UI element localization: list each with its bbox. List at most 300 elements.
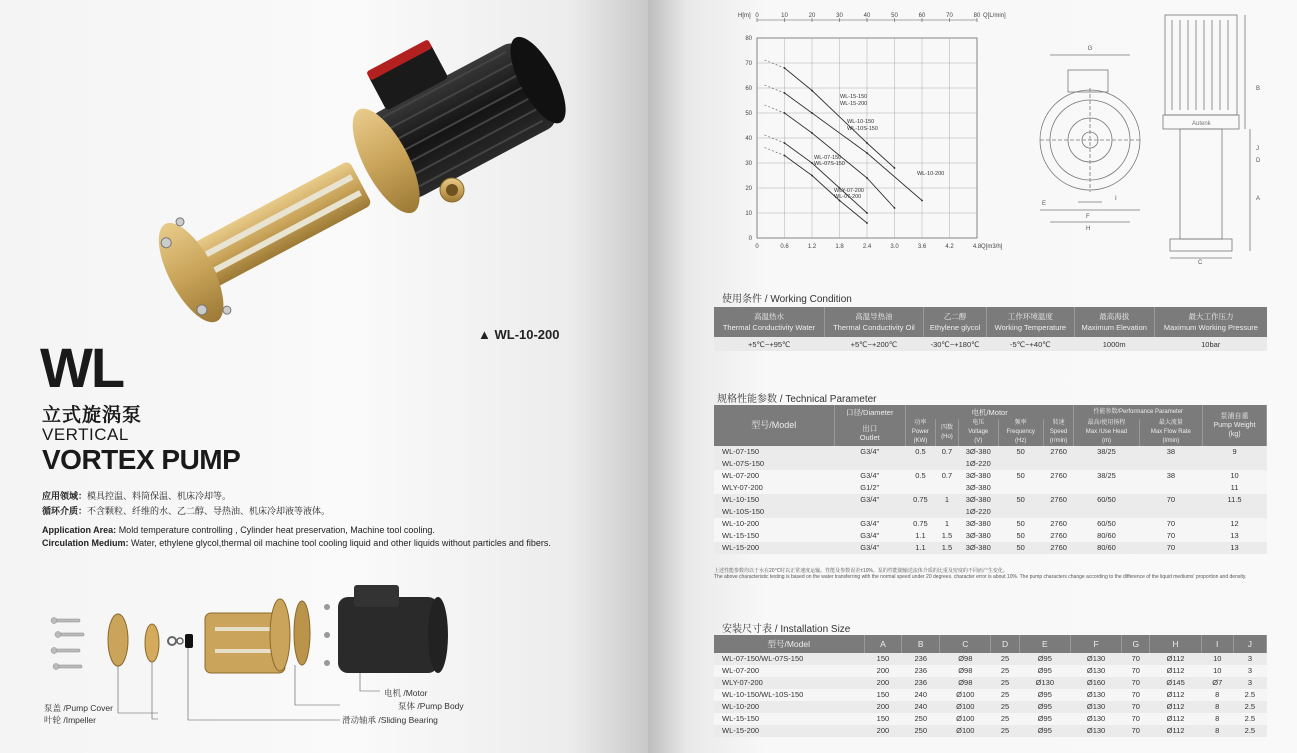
tech-cell-outlet: G3/4" [834,530,905,542]
install-cell: 25 [991,713,1019,725]
dim-label-d: D [1256,158,1261,164]
product-title-cn: 立式旋涡泵 [42,405,143,426]
product-title: VORTEX PUMP [42,444,241,475]
tech-header-model: 型号/Model [714,405,834,446]
application-area-en-label: Application Area: [42,525,117,535]
table-row [714,701,1267,713]
install-cell: Ø112 [1150,653,1201,665]
series-title: WL [40,336,124,399]
table-row [714,494,1267,506]
install-cell: Ø100 [940,725,991,737]
tech-cell-outlet: G3/4" [834,518,905,530]
install-cell: WL-10-200 [714,701,864,713]
wc-value: 1000m [1074,337,1154,351]
label-impeller: 叶轮 /Impeller [44,715,96,725]
series-label: WL-15-200 [840,101,868,107]
tech-header-motor: 电机/Motor [905,405,1073,419]
wc-header-water: 高温热水 Thermal Conductivity Water [714,307,824,337]
dim-label-a: A [1256,196,1261,202]
x2-tick-label: 80 [973,13,981,19]
tech-cell-speed: 2760 [1043,542,1073,554]
tech-cell-freq: 50 [998,542,1043,554]
tech-header-diameter: 口径/Diameter [834,405,905,419]
tech-header-head: 最高/使用扬程 Max /Use Head (m) [1074,419,1139,446]
tech-cell-pole [935,482,958,494]
tech-cell-head [1074,506,1139,518]
tech-cell-speed [1043,506,1073,518]
x-tick-label: 1.2 [807,244,817,250]
wc-header-pressure: 最大工作压力 Maximum Working Pressure [1154,307,1267,337]
application-area-en [42,524,552,536]
tech-cell-weight: 13 [1203,542,1267,554]
tech-cell-flow: 38 [1139,446,1202,458]
tech-cell-model: WL-07-200 [714,470,834,482]
table-row [714,446,1267,458]
y-axis-label: H[m] [738,13,751,19]
model-caption: ▲ WL-10-200 [478,327,560,342]
install-cell: Ø95 [1019,701,1070,713]
tech-cell-outlet: G3/4" [834,446,905,458]
tech-cell-flow: 38 [1139,470,1202,482]
application-area-cn-label: 应用领域： [42,491,88,501]
tech-cell-model: WL-07S-150 [714,458,834,470]
tech-cell-flow: 70 [1139,530,1202,542]
install-header-cell: A [864,635,902,653]
x-tick-label: 4.8 [972,244,982,250]
tech-header-pole: 四数 (Ho) [935,419,958,446]
dim-label-b: B [1256,86,1261,92]
x2-tick-label: 40 [863,13,871,19]
tech-header-row-1 [714,405,1267,419]
wc-value: +5℃~+95℃ [714,337,824,351]
technical-parameter-table [714,405,1267,554]
series-point [866,212,868,214]
series-extension [765,60,785,68]
tech-cell-power: 0.5 [905,470,935,482]
series-label: WL-10-200 [917,171,945,177]
tech-cell-pole: 0.7 [935,470,958,482]
tech-cell-model: WL-10-200 [714,518,834,530]
series-line [785,93,923,201]
wc-header-oil: 高温导热油 Thermal Conductivity Oil [824,307,923,337]
tech-cell-outlet: G3/4" [834,542,905,554]
wc-value: 10bar [1154,337,1267,351]
series-point [894,207,896,209]
install-cell: 150 [864,713,902,725]
tech-cell-power [905,482,935,494]
y-tick-label: 80 [745,36,752,42]
series-point [894,167,896,169]
install-cell: 70 [1122,725,1150,737]
tech-cell-pole: 1 [935,494,958,506]
tech-cell-voltage: 3Ø-380 [959,530,998,542]
install-cell: Ø95 [1019,713,1070,725]
dim-label-j: J [1256,146,1259,152]
drawing-brand: Autenk [1192,121,1211,127]
tech-cell-outlet [834,458,905,470]
series-point [784,92,786,94]
install-cell: 240 [902,701,940,713]
tech-cell-voltage: 3Ø-380 [959,518,998,530]
circulation-medium-en-label: Circulation Medium: [42,538,129,548]
table-row [714,518,1267,530]
series-point [866,177,868,179]
install-cell: 3 [1233,653,1266,665]
x-tick-label: 3.6 [917,244,927,250]
tech-cell-power: 0.75 [905,518,935,530]
x-tick-label: 1.8 [835,244,844,250]
tech-cell-freq [998,482,1043,494]
working-condition-title: 使用条件 / Working Condition [722,294,852,305]
tech-cell-pole [935,458,958,470]
performance-chart [722,10,1042,265]
series-point [866,222,868,224]
install-cell: Ø112 [1150,689,1201,701]
circulation-medium-cn-label: 循环介质： [42,506,88,516]
install-header-cell: G [1122,635,1150,653]
series-point [811,112,813,114]
install-header-cell: E [1019,635,1070,653]
dim-label-e: E [1042,201,1047,207]
install-cell: 25 [991,677,1019,689]
table-row [714,725,1267,737]
install-cell: 200 [864,665,902,677]
tech-header-frequency: 频率 Frequency (Hz) [998,419,1043,446]
install-cell: 3 [1233,665,1266,677]
install-cell: Ø130 [1070,713,1121,725]
install-cell: 2.5 [1233,725,1266,737]
tech-header-speed: 转速 Speed (r/min) [1043,419,1073,446]
y-tick-label: 20 [745,186,752,192]
series-label: WLY-07-200 [834,188,864,194]
install-header-cell: F [1070,635,1121,653]
series-point [811,175,813,177]
tech-cell-flow: 70 [1139,542,1202,554]
install-header-cell: J [1233,635,1266,653]
install-cell: 2.5 [1233,713,1266,725]
label-sliding-bearing: 滑动轴承 /Sliding Bearing [342,715,438,725]
pump-photo [140,30,590,340]
wc-header-glycol: 乙二醇 Ethylene glycol [923,307,986,337]
tech-header-flow: 最大流量 Max Flow Rate (l/min) [1139,419,1202,446]
series-extension [765,105,785,113]
install-cell: Ø112 [1150,725,1201,737]
installation-header-row [714,635,1267,653]
tech-cell-outlet: G1/2" [834,482,905,494]
series-point [784,155,786,157]
tech-cell-voltage: 3Ø-380 [959,446,998,458]
install-cell: Ø100 [940,689,991,701]
tech-header-weight: 泵浦自重 Pump Weight (kg) [1203,405,1267,446]
tech-cell-speed: 2760 [1043,494,1073,506]
series-label: WL-15-150 [840,94,868,100]
install-cell: Ø112 [1150,665,1201,677]
series-label: WL-10S-150 [847,126,878,132]
tech-cell-head: 60/50 [1074,494,1139,506]
tech-cell-flow [1139,506,1202,518]
install-cell: 8 [1201,713,1233,725]
tech-cell-speed: 2760 [1043,446,1073,458]
series-point [811,132,813,134]
x-axis-label: Q[m3/h] [981,244,1003,250]
install-cell: 236 [902,677,940,689]
label-pump-cover: 泵盖 /Pump Cover [44,703,113,713]
wc-value: -5℃~+40℃ [987,337,1074,351]
install-cell: 70 [1122,677,1150,689]
tech-cell-weight: 13 [1203,530,1267,542]
tech-cell-flow [1139,458,1202,470]
tech-cell-weight: 10 [1203,470,1267,482]
install-cell: 70 [1122,701,1150,713]
table-row [714,470,1267,482]
y-tick-label: 10 [745,211,752,217]
y-tick-label: 70 [745,61,752,67]
tech-cell-voltage: 3Ø-380 [959,470,998,482]
table-row [714,665,1267,677]
dimension-drawing [1030,10,1280,265]
tech-cell-freq: 50 [998,518,1043,530]
install-cell: 70 [1122,713,1150,725]
tech-cell-head: 38/25 [1074,470,1139,482]
install-cell: Ø7 [1201,677,1233,689]
dim-label-h: H [1086,226,1091,232]
install-cell: 70 [1122,665,1150,677]
x2-tick-label: 60 [918,13,926,19]
series-point [784,142,786,144]
tech-cell-freq: 50 [998,530,1043,542]
y-tick-label: 60 [745,86,752,92]
tech-cell-freq [998,458,1043,470]
series-line [785,143,868,213]
application-area-cn-text: 模具控温、料筒保温、机床冷却等。 [87,491,232,501]
install-cell: Ø100 [940,701,991,713]
circulation-medium-en [42,537,552,549]
table-row [714,677,1267,689]
tech-cell-power [905,506,935,518]
tech-cell-weight [1203,458,1267,470]
dim-label-g: G [1087,46,1093,52]
tech-cell-power: 0.5 [905,446,935,458]
tech-header-power: 功率 Power (KW) [905,419,935,446]
install-cell: Ø130 [1070,725,1121,737]
y-tick-label: 0 [748,236,752,242]
technical-note-cn: 上述性能参数均以于水在20℃时以正常速度运输。性能及参数误差±10%。泵的性能随输送流体介质的比重及密度的不同而产生变化。 [714,568,1008,574]
working-condition-header-row [714,307,1267,337]
install-header-cell: B [902,635,940,653]
tech-cell-model: WLY-07-200 [714,482,834,494]
tech-cell-model: WL-10-150 [714,494,834,506]
wc-value: +5℃~+200℃ [824,337,923,351]
tech-cell-pole: 1 [935,518,958,530]
table-row [714,713,1267,725]
table-row [714,530,1267,542]
table-row [714,653,1267,665]
series-point [921,200,923,202]
tech-cell-weight [1203,506,1267,518]
tech-cell-weight: 11 [1203,482,1267,494]
tech-cell-freq: 50 [998,470,1043,482]
tech-cell-power: 0.75 [905,494,935,506]
tech-cell-head: 80/60 [1074,530,1139,542]
tech-cell-freq [998,506,1043,518]
install-cell: WL-15-150 [714,713,864,725]
series-point [811,162,813,164]
left-page [0,0,648,753]
technical-parameter-title: 规格性能参数 / Technical Parameter [717,394,877,405]
tech-cell-speed: 2760 [1043,530,1073,542]
tech-cell-head: 60/50 [1074,518,1139,530]
install-cell: Ø130 [1070,665,1121,677]
tech-header-performance: 性能参数/Performance Parameter [1074,405,1203,419]
bolts [51,618,84,670]
tech-cell-speed [1043,482,1073,494]
tech-cell-head [1074,458,1139,470]
install-cell: Ø98 [940,653,991,665]
application-area-en-text: Mold temperature controlling , Cylinder heat preservation, Machine tool cooling. [116,525,435,535]
circulation-medium-cn-text: 不含颗粒、纤维的水、乙二醇、导热油、机床冷却液等液体。 [87,506,331,516]
install-cell: 25 [991,653,1019,665]
x2-tick-label: 70 [946,13,953,19]
technical-note-en: The above characteristic testing is based on the water transferring with the normal speed under 20 degrees. character error is about 10%. The pump characters change according to the difference of the liquid mediums' proportion and density. [714,574,1247,580]
circulation-medium-cn [42,505,552,517]
tech-cell-flow: 70 [1139,518,1202,530]
series-point [784,112,786,114]
tech-cell-pole: 1.5 [935,530,958,542]
y-tick-label: 40 [745,136,752,142]
tech-cell-power: 1.1 [905,542,935,554]
tech-cell-voltage: 3Ø-380 [959,494,998,506]
dim-label-f: F [1086,214,1090,220]
installation-size-title: 安装尺寸表 / Installation Size [722,624,851,635]
install-cell: Ø112 [1150,701,1201,713]
x2-tick-label: 10 [781,13,788,19]
install-cell: Ø112 [1150,713,1201,725]
x-tick-label: 2.4 [862,244,872,250]
tech-header-voltage: 电压 Voltage (V) [959,419,998,446]
y-tick-label: 50 [745,111,752,117]
install-cell: 150 [864,689,902,701]
tech-cell-flow [1139,482,1202,494]
install-cell: WL-15-200 [714,725,864,737]
tech-header-outlet: 出口 Outlet [834,419,905,446]
install-header-cell: I [1201,635,1233,653]
series-extension [765,135,785,143]
install-cell: 250 [902,725,940,737]
install-cell: 236 [902,665,940,677]
install-cell: Ø130 [1070,653,1121,665]
tech-cell-weight: 9 [1203,446,1267,458]
install-cell: 25 [991,665,1019,677]
install-cell: 8 [1201,689,1233,701]
wc-header-temperature: 工作环境温度 Working Temperature [987,307,1074,337]
tech-cell-outlet: G3/4" [834,470,905,482]
tech-cell-voltage: 3Ø-380 [959,482,998,494]
y-tick-label: 30 [745,161,752,167]
install-cell: Ø95 [1019,653,1070,665]
tech-cell-pole: 0.7 [935,446,958,458]
tech-cell-freq: 50 [998,446,1043,458]
wc-header-elevation: 最高海拔 Maximum Elevation [1074,307,1154,337]
install-cell: 70 [1122,653,1150,665]
install-cell: 2.5 [1233,701,1266,713]
tech-cell-voltage: 1Ø-220 [959,506,998,518]
dim-label-c: C [1198,260,1203,265]
product-subtitle: VERTICAL [42,425,129,444]
install-cell: WL-07-150/WL-07S-150 [714,653,864,665]
dim-label-i: I [1115,196,1117,202]
tech-cell-pole [935,506,958,518]
series-point [866,142,868,144]
tech-cell-model: WL-10S-150 [714,506,834,518]
install-cell: Ø160 [1070,677,1121,689]
x-tick-label: 0.6 [780,244,789,250]
tech-cell-speed: 2760 [1043,518,1073,530]
install-cell: 25 [991,701,1019,713]
install-cell: Ø130 [1070,689,1121,701]
install-cell: 150 [864,653,902,665]
x2-tick-label: 0 [755,13,759,19]
tech-cell-model: WL-07-150 [714,446,834,458]
x-tick-label: 3.0 [890,244,899,250]
install-cell: 236 [902,653,940,665]
x-tick-label: 4.2 [945,244,954,250]
install-cell: WL-10-150/WL-10S-150 [714,689,864,701]
tech-cell-model: WL-15-200 [714,542,834,554]
working-condition-values-row [714,337,1267,351]
application-area-cn [42,490,552,502]
tech-cell-speed: 2760 [1043,470,1073,482]
install-cell: 8 [1201,701,1233,713]
install-cell: Ø145 [1150,677,1201,689]
install-cell: 200 [864,677,902,689]
install-cell: 2.5 [1233,689,1266,701]
x2-tick-label: 50 [891,13,898,19]
tech-cell-pole: 1.5 [935,542,958,554]
install-cell: 250 [902,713,940,725]
install-cell: 200 [864,725,902,737]
install-cell: 70 [1122,689,1150,701]
tech-cell-flow: 70 [1139,494,1202,506]
x2-axis-label: Q[L/min] [983,13,1006,19]
table-row [714,689,1267,701]
technical-note [714,568,1274,580]
tech-cell-outlet [834,506,905,518]
series-label: WL-07-200 [834,194,862,200]
label-pump-body: 泵体 /Pump Body [398,701,464,711]
tech-cell-weight: 12 [1203,518,1267,530]
tech-cell-weight: 11.5 [1203,494,1267,506]
tech-cell-head [1074,482,1139,494]
install-cell: Ø130 [1019,677,1070,689]
tech-cell-freq: 50 [998,494,1043,506]
label-motor: 电机 /Motor [384,688,428,698]
tech-cell-voltage: 1Ø-220 [959,458,998,470]
table-row [714,542,1267,554]
install-cell: Ø95 [1019,665,1070,677]
tech-cell-outlet: G3/4" [834,494,905,506]
install-header-cell: 型号/Model [714,635,864,653]
install-cell: 240 [902,689,940,701]
table-row [714,482,1267,494]
circulation-medium-en-text: Water, ethylene glycol,thermal oil machine tool cooling liquid and other liquids without particles and fibers. [128,538,551,548]
x2-tick-label: 20 [808,13,816,19]
install-cell: 10 [1201,653,1233,665]
install-cell: 8 [1201,725,1233,737]
install-cell: 25 [991,689,1019,701]
install-cell: Ø130 [1070,701,1121,713]
working-condition-table [714,307,1267,351]
table-row [714,458,1267,470]
